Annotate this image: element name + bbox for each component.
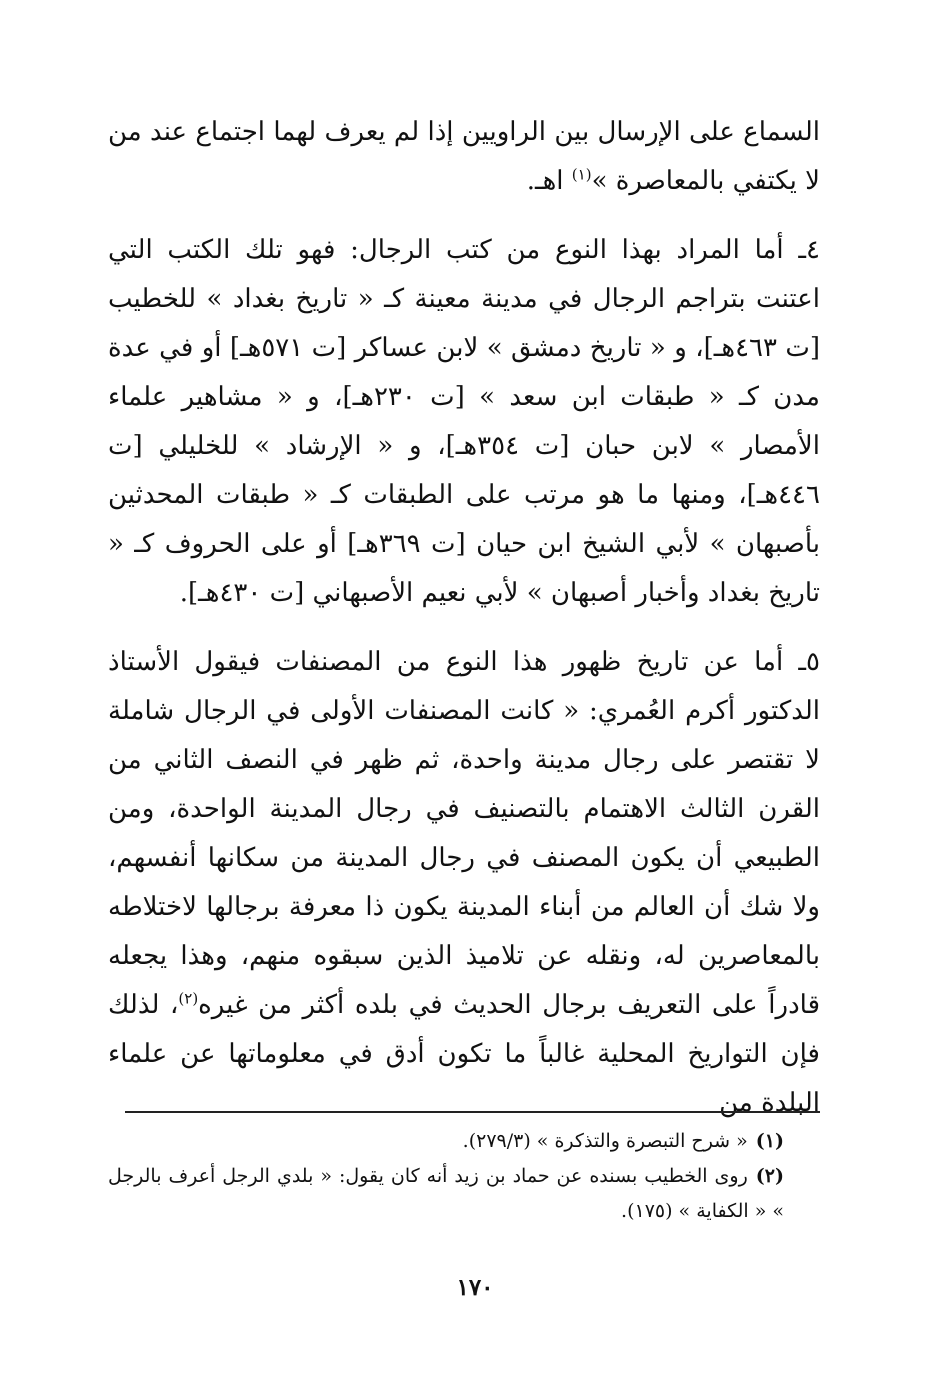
paragraph-3 xyxy=(108,638,820,1128)
footnote-ref-1[interactable]: (١) xyxy=(571,165,592,184)
footnote-2 xyxy=(108,1159,820,1229)
page-number: ١٧٠ xyxy=(456,1274,494,1301)
paragraph-1-tail: اهـ. xyxy=(526,166,572,196)
paragraph-3-text: ٥ـ أما عن تاريخ ظهور هذا النوع من المصنفات فيقول الأستاذ الدكتور أكرم العُمري: « كانت المصنفات الأولى في الرجال شاملة لا تقتصر على رجال مدينة واحدة، ثم ظهر في النصف الثاني من القرن الثالث الاهتمام بالتصنيف في رجال المدينة الواحدة، ومن الطبيعي أن يكون المصنف في رجال المدينة من سكانها أنفسهم، ولا شك أن العالم من أبناء المدينة يكون ذا معرفة برجالها لاختلاطه بالمعاصرين له، ونقله عن تلاميذ الذين سبقوه منهم، وهذا يجعله قادراً على التعريف برجال الحديث في بلده أكثر من غيره xyxy=(108,647,820,1020)
paragraph-1-text: السماع على الإرسال بين الراويين إذا لم يعرف لهما اجتماع عند من لا يكتفي بالمعاصرة » xyxy=(108,117,820,196)
footnote-1-number: (١) xyxy=(755,1130,784,1152)
paragraph-2 xyxy=(108,226,820,618)
footnote-1 xyxy=(108,1124,820,1159)
footnote-1-text: « شرح التبصرة والتذكرة » (٢٧٩/٣). xyxy=(462,1130,748,1152)
footnote-2-text: روى الخطيب بسنده عن حماد بن زيد أنه كان يقول: « بلدي الرجل أعرف بالرجل » « الكفاية » (١٧٥). xyxy=(108,1165,784,1222)
footnote-divider xyxy=(125,1111,820,1113)
main-text xyxy=(108,108,820,1128)
footnotes xyxy=(108,1124,820,1229)
paragraph-2-text: ٤ـ أما المراد بهذا النوع من كتب الرجال: فهو تلك الكتب التي اعتنت بتراجم الرجال في مدينة معينة كـ « تاريخ بغداد » للخطيب [ت ٤٦٣هـ]، و « تاريخ دمشق » لابن عساكر [ت ٥٧١هـ] أو في عدة مدن كـ « طبقات ابن سعد » [ت ٢٣٠هـ]، و « مشاهير علماء الأمصار » لابن حبان [ت ٣٥٤هـ]، و « الإرشاد » للخليلي [ت ٤٤٦هـ]، ومنها ما هو مرتب على الطبقات كـ « طبقات المحدثين بأصبهان » لأبي الشيخ ابن حيان [ت ٣٦٩هـ] أو على الحروف كـ « تاريخ بغداد وأخبار أصبهان » لأبي نعيم الأصبهاني [ت ٤٣٠هـ]. xyxy=(108,235,820,608)
paragraph-1 xyxy=(108,108,820,206)
footnote-2-number: (٢) xyxy=(755,1165,784,1187)
paragraph-3-tail: ، لذلك فإن التواريخ المحلية غالباً ما تكون أدق في معلوماتها عن علماء البلدة من xyxy=(108,990,820,1118)
footnote-ref-2[interactable]: (٢) xyxy=(178,989,199,1008)
